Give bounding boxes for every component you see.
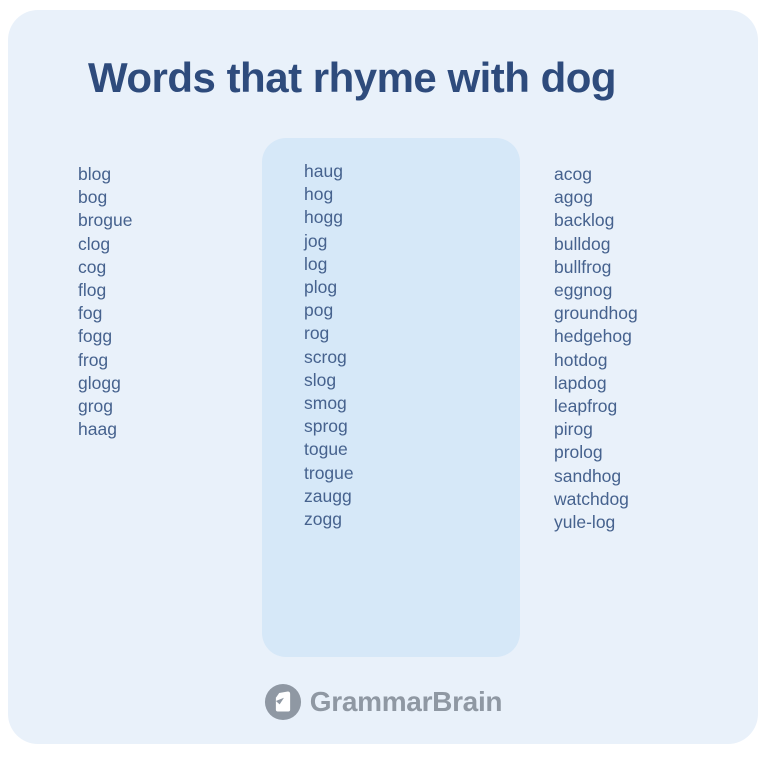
word-item: fogg	[78, 326, 113, 347]
word-item: bulldog	[554, 233, 611, 254]
word-item: glogg	[78, 372, 121, 393]
word-item: hogg	[304, 207, 343, 228]
word-item: haag	[78, 419, 117, 440]
word-item: flog	[78, 280, 107, 301]
word-item: bullfrog	[554, 256, 612, 277]
word-item: bog	[78, 187, 108, 208]
grammarbrain-book-icon	[264, 683, 302, 721]
word-item: log	[304, 253, 328, 274]
word-item: watchdog	[554, 488, 629, 509]
word-item: fog	[78, 303, 103, 324]
word-item: zogg	[304, 509, 342, 530]
word-item: jog	[304, 230, 328, 251]
word-item: brogue	[78, 210, 133, 231]
word-item: scrog	[304, 346, 347, 367]
word-item: hotdog	[554, 349, 608, 370]
word-item: agog	[554, 187, 593, 208]
word-item: backlog	[554, 210, 615, 231]
word-item: togue	[304, 439, 348, 460]
word-item: slog	[304, 369, 337, 390]
word-column-1	[78, 163, 133, 441]
word-item: groundhog	[554, 303, 638, 324]
word-item: pirog	[554, 419, 593, 440]
word-item: yule-log	[554, 512, 616, 533]
word-item: smog	[304, 393, 347, 414]
word-column-2	[304, 160, 354, 531]
word-item: sprog	[304, 416, 348, 437]
word-item: grog	[78, 396, 114, 417]
word-item: prolog	[554, 442, 603, 463]
word-item: lapdog	[554, 372, 607, 393]
highlight-panel	[262, 138, 520, 657]
word-item: sandhog	[554, 465, 622, 486]
word-item: haug	[304, 161, 343, 181]
word-item: frog	[78, 349, 109, 370]
word-item: eggnog	[554, 280, 613, 301]
word-item: zaugg	[304, 485, 352, 506]
word-item: rog	[304, 323, 330, 344]
word-item: trogue	[304, 462, 354, 483]
brand-name: GrammarBrain	[309, 686, 503, 717]
word-item: cog	[78, 256, 107, 277]
word-item: hedgehog	[554, 326, 632, 347]
page-title: Words that rhyme with dog	[88, 54, 617, 101]
word-item: blog	[78, 164, 112, 184]
word-item: leapfrog	[554, 396, 618, 417]
word-item: clog	[78, 233, 111, 254]
word-item: pog	[304, 300, 334, 321]
infographic-card	[8, 10, 758, 744]
word-item: plog	[304, 277, 338, 298]
brand-footer	[8, 683, 758, 721]
word-item: hog	[304, 184, 334, 205]
word-column-3	[554, 163, 638, 534]
word-item: acog	[554, 164, 592, 184]
